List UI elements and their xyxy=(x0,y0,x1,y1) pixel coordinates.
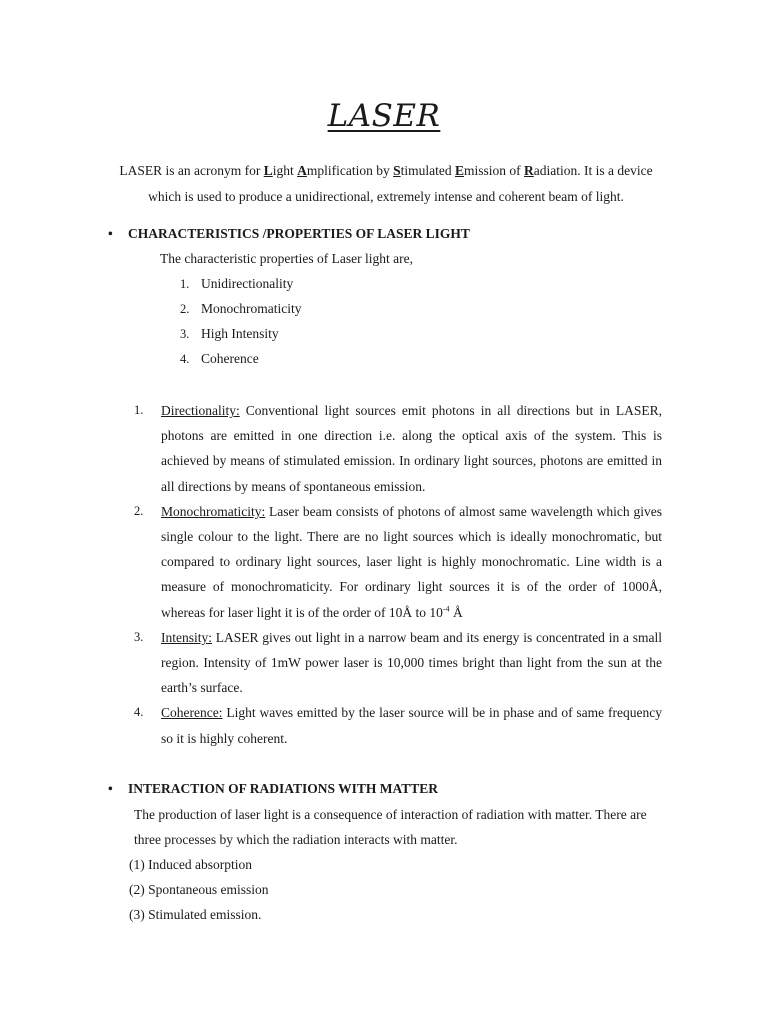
property-term: Monochromaticity: xyxy=(161,503,266,519)
item-number: 2. xyxy=(134,503,144,518)
intro-text: adiation. It is a device which is used to produce a unidirectional, extremely intense and coherent beam of light. xyxy=(148,163,653,204)
section-lead: The characteristic properties of Laser light are, xyxy=(160,251,413,266)
list-item: (2) Spontaneous emission xyxy=(129,882,269,897)
bullet-icon: • xyxy=(108,226,113,241)
acronym-letter: S xyxy=(393,163,401,178)
property-details-list xyxy=(134,398,662,751)
intro-text: mission of xyxy=(464,163,525,178)
section-lead: The production of laser light is a consequence of interaction of radiation with matter. There are three processes by which the radiation interacts with matter. xyxy=(134,807,647,847)
intro-text: timulated xyxy=(400,163,455,178)
intro-text: mplification by xyxy=(306,163,394,178)
page-title: LASER xyxy=(327,98,441,134)
acronym-letter: E xyxy=(455,163,465,178)
list-item: 3. High Intensity xyxy=(180,326,279,341)
property-detail-intensity xyxy=(134,625,662,701)
property-detail-monochromaticity xyxy=(134,499,662,625)
intro-text: ight xyxy=(272,163,298,178)
acronym-letter: L xyxy=(263,163,273,178)
section-heading-text: CHARACTERISTICS /PROPERTIES OF LASER LIGHT xyxy=(128,226,470,241)
acronym-letter: A xyxy=(297,163,307,178)
properties-list xyxy=(180,271,301,371)
list-item: (1) Induced absorption xyxy=(129,857,252,872)
item-number: 4. xyxy=(134,705,144,720)
property-detail-coherence xyxy=(134,700,662,750)
intro-text: LASER is an acronym for xyxy=(119,163,264,178)
property-detail-directionality xyxy=(134,398,662,499)
property-text: Laser beam consists of photons of almost same wavelength which gives single colour to the light. There are no light sources which is ideally monochromatic, but compared to ordinary light sources, laser light is highly monochromatic. Line width is a measure of monochromaticity. For ordinary light sources it is of the order of 1000Å, whereas for laser light it is of the order of 10Å to 10 xyxy=(161,503,662,620)
item-number: 1. xyxy=(134,403,144,417)
list-item: (3) Stimulated emission. xyxy=(129,907,262,922)
list-item: 4. Coherence xyxy=(180,351,259,366)
property-term: Intensity: xyxy=(161,629,212,645)
property-text: LASER gives out light in a narrow beam and its energy is concentrated in a small region. Intensity of 1mW power laser is 10,000 times bright than light from the sun at the earth’s surface. xyxy=(161,629,662,696)
bullet-icon: • xyxy=(108,781,113,796)
item-number: 3. xyxy=(134,629,144,644)
property-term: Coherence: xyxy=(161,705,223,721)
acronym-letter: R xyxy=(524,163,534,178)
section-heading-interaction xyxy=(108,778,438,800)
property-text: Conventional light sources emit photons in all directions but in LASER, photons are emitted in one direction i.e. along the optical axis of the system. This is achieved by means of stimulated emission. In ordinary light sources, photons are emitted in all directions by means of spontaneous emission. xyxy=(161,403,662,494)
intro-paragraph xyxy=(114,158,658,210)
exponent: -4 xyxy=(442,604,450,614)
section-heading-text: INTERACTION OF RADIATIONS WITH MATTER xyxy=(128,781,439,796)
process-list xyxy=(129,852,269,927)
property-text-tail: Å xyxy=(449,604,463,620)
property-text: Light waves emitted by the laser source will be in phase and of same frequency so it is highly coherent. xyxy=(161,705,662,746)
property-term: Directionality: xyxy=(161,403,240,418)
section-heading-characteristics xyxy=(108,223,470,245)
list-item: 1. Unidirectionality xyxy=(180,276,294,291)
list-item: 2. Monochromaticity xyxy=(180,301,302,316)
